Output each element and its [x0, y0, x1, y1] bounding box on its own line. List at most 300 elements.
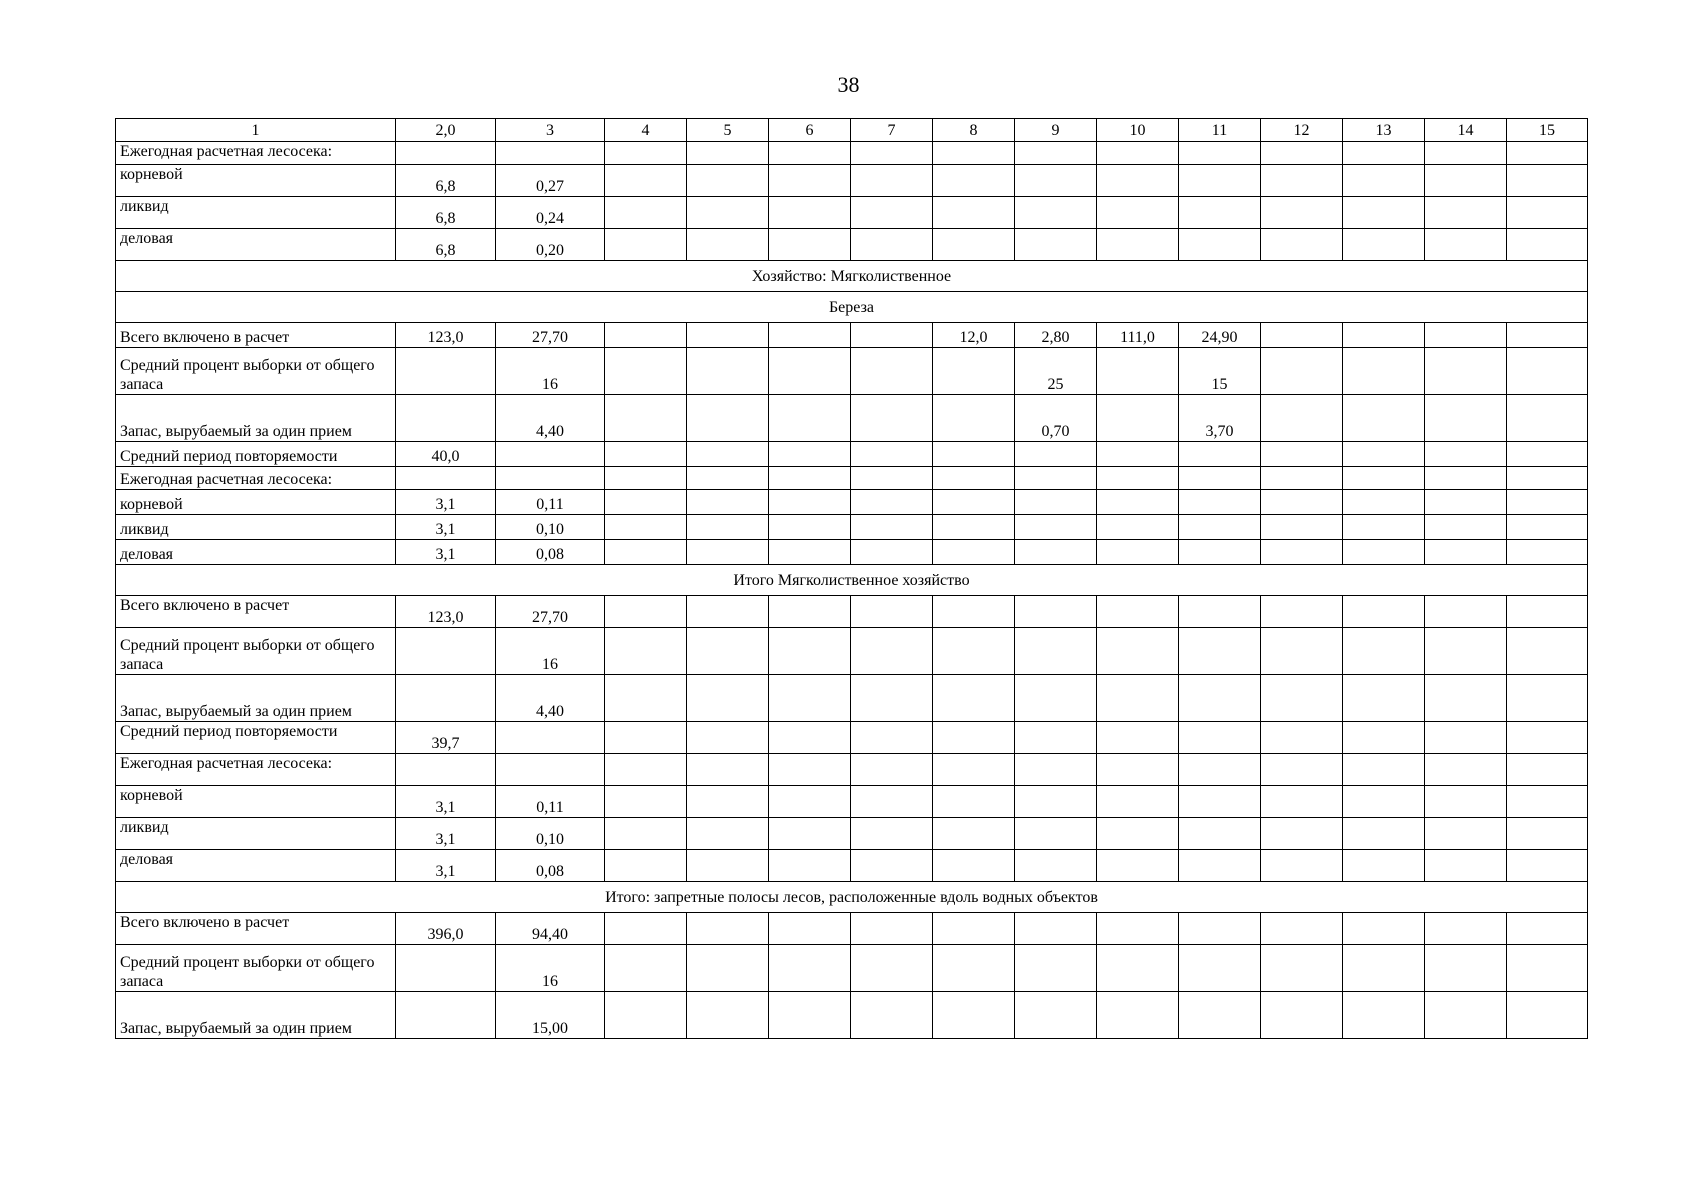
table-cell [1343, 992, 1425, 1039]
table-cell [1507, 754, 1588, 786]
table-cell [1179, 628, 1261, 675]
row-label: деловая [116, 850, 396, 882]
page-number: 38 [837, 72, 860, 97]
table-cell [1097, 675, 1179, 722]
table-row [116, 323, 1588, 348]
table-cell [1179, 913, 1261, 945]
table-cell [851, 442, 933, 467]
table-cell [396, 945, 496, 992]
table-cell [769, 913, 851, 945]
table-cell [851, 467, 933, 490]
table-cell [1425, 395, 1507, 442]
table-cell [496, 442, 605, 467]
table-cell [1261, 467, 1343, 490]
table-cell [769, 490, 851, 515]
table-cell [1179, 142, 1261, 165]
table-cell: 3,1 [396, 490, 496, 515]
table-cell [1097, 992, 1179, 1039]
section-header-row [116, 261, 1588, 292]
table-cell [605, 515, 687, 540]
column-header: 10 [1097, 119, 1179, 142]
table-cell [1343, 754, 1425, 786]
table-cell: 16 [496, 628, 605, 675]
table-cell [1015, 945, 1097, 992]
table-cell [1343, 628, 1425, 675]
table-cell [769, 197, 851, 229]
table-cell [1015, 197, 1097, 229]
table-cell [1507, 229, 1588, 261]
table-cell [687, 722, 769, 754]
table-cell [1343, 395, 1425, 442]
table-cell [605, 229, 687, 261]
table-cell [933, 945, 1015, 992]
table-cell [769, 850, 851, 882]
table-cell [1015, 675, 1097, 722]
table-cell [1343, 348, 1425, 395]
table-cell [1261, 722, 1343, 754]
table-cell [1343, 540, 1425, 565]
table-cell: 6,8 [396, 197, 496, 229]
table-cell: 123,0 [396, 596, 496, 628]
table-cell [687, 348, 769, 395]
table-cell [1015, 596, 1097, 628]
table-cell [605, 754, 687, 786]
table-cell [396, 142, 496, 165]
table-cell [769, 165, 851, 197]
table-cell [1507, 442, 1588, 467]
table-cell [769, 467, 851, 490]
table-cell [1261, 515, 1343, 540]
row-label: корневой [116, 786, 396, 818]
row-label: Запас, вырубаемый за один прием [116, 675, 396, 722]
table-cell [1015, 165, 1097, 197]
table-cell [1507, 490, 1588, 515]
table-cell [1507, 515, 1588, 540]
table-cell [687, 395, 769, 442]
table-cell [687, 515, 769, 540]
table-cell [1015, 754, 1097, 786]
table-cell [1343, 490, 1425, 515]
table-cell [851, 395, 933, 442]
table-row [116, 913, 1588, 945]
table-cell [1425, 913, 1507, 945]
table-cell [1507, 165, 1588, 197]
table-cell [933, 992, 1015, 1039]
table-cell [687, 754, 769, 786]
table-cell [687, 540, 769, 565]
column-header: 13 [1343, 119, 1425, 142]
table-cell [1179, 754, 1261, 786]
table-cell [1425, 197, 1507, 229]
table-cell [1179, 596, 1261, 628]
row-label: Средний период повторяемости [116, 442, 396, 467]
table-cell: 0,11 [496, 786, 605, 818]
table-cell [851, 722, 933, 754]
table-cell [1261, 490, 1343, 515]
column-header: 9 [1015, 119, 1097, 142]
table-row [116, 229, 1588, 261]
table-cell [851, 754, 933, 786]
table-cell [1097, 197, 1179, 229]
table-cell [1261, 395, 1343, 442]
table-cell: 6,8 [396, 229, 496, 261]
table-cell: 3,1 [396, 850, 496, 882]
table-cell [1507, 945, 1588, 992]
table-cell [605, 818, 687, 850]
table-cell [1425, 850, 1507, 882]
table-cell [1425, 442, 1507, 467]
table-cell [1507, 348, 1588, 395]
table-cell: 0,08 [496, 540, 605, 565]
table-cell [933, 596, 1015, 628]
table-cell [687, 913, 769, 945]
table-row [116, 850, 1588, 882]
table-cell [605, 442, 687, 467]
row-label: Средний процент выборки от общего запаса [116, 628, 396, 675]
table-row [116, 628, 1588, 675]
table-cell: 0,27 [496, 165, 605, 197]
table-cell [1261, 540, 1343, 565]
section-title: Итого Мягколиственное хозяйство [116, 565, 1588, 596]
column-header: 7 [851, 119, 933, 142]
table-cell: 27,70 [496, 323, 605, 348]
table-cell [769, 323, 851, 348]
table-row [116, 945, 1588, 992]
table-cell [769, 395, 851, 442]
table-cell [1343, 229, 1425, 261]
table-cell: 0,70 [1015, 395, 1097, 442]
table-cell [933, 395, 1015, 442]
table-cell [1425, 323, 1507, 348]
row-label: корневой [116, 165, 396, 197]
table-cell [1097, 348, 1179, 395]
table-cell [1425, 754, 1507, 786]
table-cell [1097, 165, 1179, 197]
table-cell: 2,80 [1015, 323, 1097, 348]
table-cell [687, 165, 769, 197]
table-cell [1015, 818, 1097, 850]
table-cell [1425, 467, 1507, 490]
table-cell: 0,08 [496, 850, 605, 882]
table-cell [851, 850, 933, 882]
table-cell [1097, 467, 1179, 490]
table-cell [1507, 722, 1588, 754]
table-cell [933, 467, 1015, 490]
table-cell [687, 442, 769, 467]
row-label: деловая [116, 229, 396, 261]
table-row [116, 348, 1588, 395]
table-cell [1507, 992, 1588, 1039]
table-cell [1179, 992, 1261, 1039]
table-cell [1425, 515, 1507, 540]
table-cell [1015, 786, 1097, 818]
table-cell [1179, 786, 1261, 818]
table-cell: 4,40 [496, 675, 605, 722]
table-cell [933, 197, 1015, 229]
table-cell [1261, 675, 1343, 722]
row-label: Средний процент выборки от общего запаса [116, 945, 396, 992]
table-row [116, 992, 1588, 1039]
table-cell: 39,7 [396, 722, 496, 754]
column-header: 15 [1507, 119, 1588, 142]
table-cell [1261, 945, 1343, 992]
table-cell [933, 540, 1015, 565]
table-cell [1425, 675, 1507, 722]
row-label: ликвид [116, 515, 396, 540]
table-cell [496, 722, 605, 754]
table-cell [769, 992, 851, 1039]
table-cell [1261, 197, 1343, 229]
table-cell [1343, 197, 1425, 229]
table-cell [687, 850, 769, 882]
table-cell [1261, 348, 1343, 395]
table-cell [1015, 722, 1097, 754]
table-cell [1507, 540, 1588, 565]
table-cell [1507, 197, 1588, 229]
table-row [116, 165, 1588, 197]
table-cell [1425, 628, 1507, 675]
table-cell [851, 490, 933, 515]
table-cell [1097, 945, 1179, 992]
table-cell [769, 348, 851, 395]
table-cell [687, 992, 769, 1039]
section-title: Береза [116, 292, 1588, 323]
table-cell [1507, 395, 1588, 442]
table-cell [605, 323, 687, 348]
table-cell [605, 992, 687, 1039]
row-label: Средний процент выборки от общего запаса [116, 348, 396, 395]
table-cell [851, 540, 933, 565]
table-cell [1261, 628, 1343, 675]
table-cell [1261, 142, 1343, 165]
table-cell [1261, 850, 1343, 882]
table-cell [1261, 229, 1343, 261]
table-cell [605, 596, 687, 628]
table-row [116, 467, 1588, 490]
table-cell [605, 490, 687, 515]
table-cell: 0,10 [496, 818, 605, 850]
row-label: Ежегодная расчетная лесосека: [116, 754, 396, 786]
table-body [116, 119, 1588, 1039]
column-header: 11 [1179, 119, 1261, 142]
table-cell [1179, 490, 1261, 515]
row-label: деловая [116, 540, 396, 565]
table-cell [933, 442, 1015, 467]
table-cell [1343, 786, 1425, 818]
table-cell [1507, 675, 1588, 722]
table-cell: 3,1 [396, 786, 496, 818]
table-cell [1343, 515, 1425, 540]
table-cell [687, 786, 769, 818]
table-cell: 25 [1015, 348, 1097, 395]
table-cell [1425, 992, 1507, 1039]
table-cell [769, 142, 851, 165]
table-cell [1015, 515, 1097, 540]
table-cell [1343, 323, 1425, 348]
table-cell [1097, 442, 1179, 467]
table-row [116, 818, 1588, 850]
table-cell [1261, 596, 1343, 628]
table-cell [1097, 850, 1179, 882]
table-cell [933, 348, 1015, 395]
table-cell [605, 913, 687, 945]
table-cell: 0,20 [496, 229, 605, 261]
table-cell [1261, 992, 1343, 1039]
table-cell [1507, 786, 1588, 818]
table-cell: 12,0 [933, 323, 1015, 348]
table-row [116, 442, 1588, 467]
table-cell [1097, 596, 1179, 628]
column-header: 2,0 [396, 119, 496, 142]
data-table [115, 118, 1588, 1039]
table-cell [769, 754, 851, 786]
row-label: Всего включено в расчет [116, 913, 396, 945]
table-cell: 15 [1179, 348, 1261, 395]
table-cell [1343, 722, 1425, 754]
table-cell [1015, 490, 1097, 515]
table-row [116, 540, 1588, 565]
table-cell [851, 197, 933, 229]
column-header: 5 [687, 119, 769, 142]
table-cell [933, 818, 1015, 850]
table-cell [1097, 913, 1179, 945]
table-cell: 3,1 [396, 818, 496, 850]
table-cell [1097, 490, 1179, 515]
table-cell [851, 165, 933, 197]
table-cell [933, 490, 1015, 515]
table-cell: 27,70 [496, 596, 605, 628]
table-cell [1343, 165, 1425, 197]
table-cell [1261, 818, 1343, 850]
column-header: 1 [116, 119, 396, 142]
table-cell [933, 722, 1015, 754]
table-cell [1261, 786, 1343, 818]
table-cell [1179, 850, 1261, 882]
table-cell [496, 754, 605, 786]
table-cell [851, 992, 933, 1039]
table-cell [851, 596, 933, 628]
table-cell [933, 165, 1015, 197]
table-cell [1507, 850, 1588, 882]
row-label: Всего включено в расчет [116, 596, 396, 628]
table-cell [687, 323, 769, 348]
row-label: Всего включено в расчет [116, 323, 396, 348]
table-cell [933, 786, 1015, 818]
table-row [116, 754, 1588, 786]
table-cell [687, 628, 769, 675]
table-cell: 6,8 [396, 165, 496, 197]
table-cell [933, 515, 1015, 540]
table-cell: 0,11 [496, 490, 605, 515]
table-cell [605, 786, 687, 818]
table-cell [1097, 818, 1179, 850]
table-cell [1179, 722, 1261, 754]
table-cell [851, 945, 933, 992]
table-cell [1179, 540, 1261, 565]
table-cell [769, 628, 851, 675]
row-label: корневой [116, 490, 396, 515]
row-label: ликвид [116, 197, 396, 229]
table-cell [1179, 818, 1261, 850]
table-cell [769, 229, 851, 261]
table-cell [687, 490, 769, 515]
table-cell [1425, 722, 1507, 754]
table-cell [1179, 165, 1261, 197]
table-cell [396, 675, 496, 722]
table-cell [1015, 229, 1097, 261]
table-cell [1425, 490, 1507, 515]
table-cell [933, 913, 1015, 945]
table-cell [1015, 913, 1097, 945]
table-row [116, 142, 1588, 165]
table-cell [851, 628, 933, 675]
table-cell [687, 945, 769, 992]
table-cell [396, 348, 496, 395]
column-header: 6 [769, 119, 851, 142]
table-cell [851, 515, 933, 540]
table-cell [1425, 142, 1507, 165]
table-cell [687, 818, 769, 850]
table-cell [496, 467, 605, 490]
section-header-row [116, 565, 1588, 596]
table-cell [396, 395, 496, 442]
table-cell [1343, 818, 1425, 850]
table-cell [1425, 348, 1507, 395]
table-cell [605, 540, 687, 565]
column-header: 14 [1425, 119, 1507, 142]
table-cell: 111,0 [1097, 323, 1179, 348]
table-cell [1179, 442, 1261, 467]
table-cell [1507, 913, 1588, 945]
table-cell [1425, 165, 1507, 197]
table-cell: 0,10 [496, 515, 605, 540]
table-row [116, 786, 1588, 818]
table-cell [1261, 165, 1343, 197]
table-row [116, 675, 1588, 722]
table-cell: 24,90 [1179, 323, 1261, 348]
table-cell [687, 197, 769, 229]
row-label: Запас, вырубаемый за один прием [116, 395, 396, 442]
column-header: 4 [605, 119, 687, 142]
table-cell [769, 442, 851, 467]
table-cell [1507, 323, 1588, 348]
table-cell [933, 675, 1015, 722]
table-cell [396, 992, 496, 1039]
table-cell: 15,00 [496, 992, 605, 1039]
table-cell [1507, 628, 1588, 675]
table-cell [1179, 945, 1261, 992]
table-cell: 16 [496, 348, 605, 395]
table-cell [851, 913, 933, 945]
table-row [116, 515, 1588, 540]
table-cell [769, 818, 851, 850]
column-header: 12 [1261, 119, 1343, 142]
table-cell [605, 467, 687, 490]
table-cell [1343, 142, 1425, 165]
table-cell [605, 850, 687, 882]
table-cell [1097, 754, 1179, 786]
table-cell [687, 675, 769, 722]
table-cell [1343, 467, 1425, 490]
table-cell [1097, 786, 1179, 818]
table-cell [1015, 992, 1097, 1039]
table-cell [1015, 850, 1097, 882]
table-cell [1507, 596, 1588, 628]
header-row [116, 119, 1588, 142]
table-cell [769, 722, 851, 754]
row-label: Средний период повторяемости [116, 722, 396, 754]
row-label: ликвид [116, 818, 396, 850]
